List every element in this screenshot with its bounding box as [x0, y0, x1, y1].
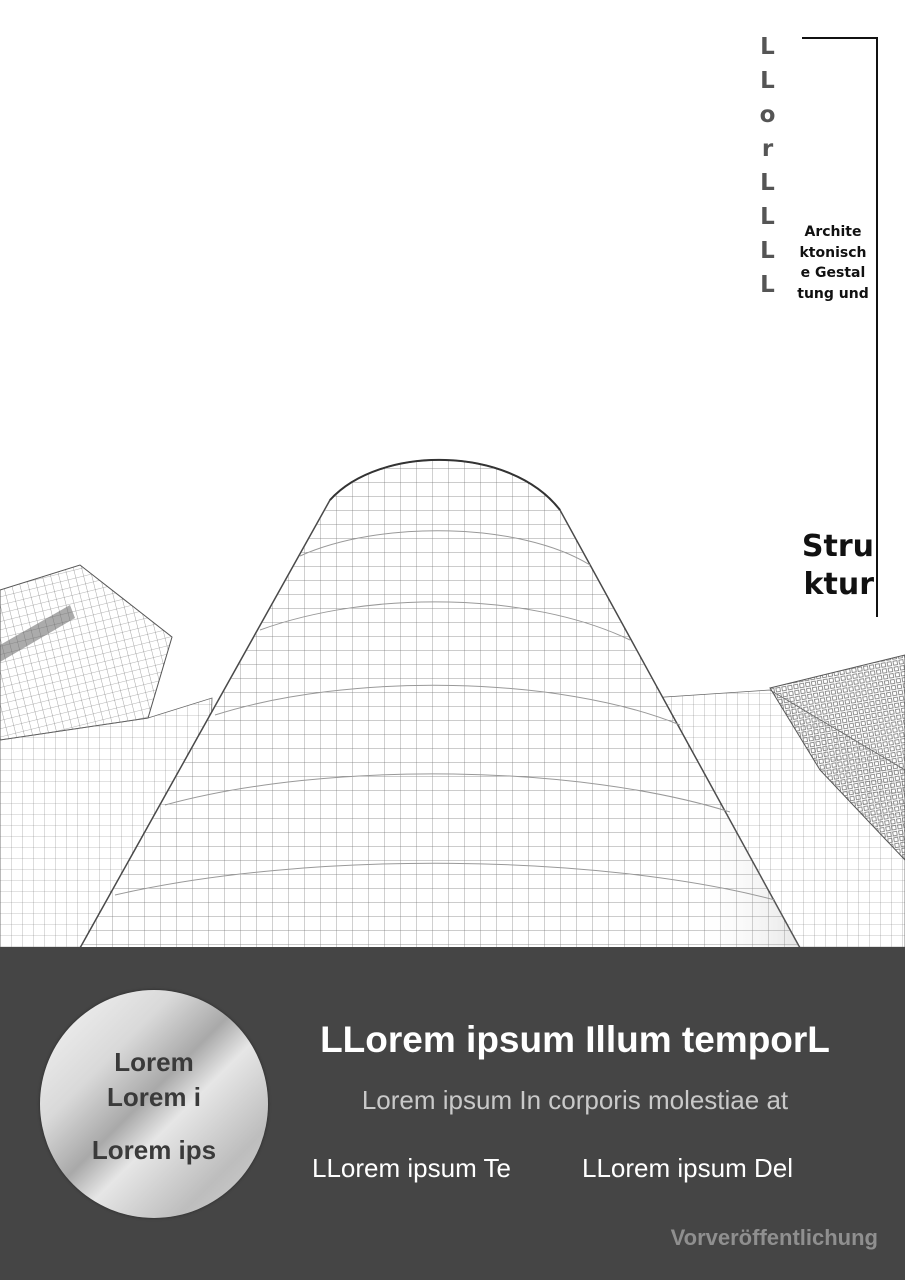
- side-caption-line: ktonisch: [799, 244, 867, 261]
- footer-headline: LLorem ipsum Illum temporL: [320, 1019, 830, 1060]
- vertical-letter: L: [760, 68, 776, 94]
- vertical-letter: L: [760, 34, 776, 60]
- footer-label-right: LLorem ipsum Del: [582, 1153, 793, 1183]
- side-title: [784, 528, 874, 604]
- badge-line: Lorem i: [107, 1082, 201, 1112]
- left-tower-shape: [0, 565, 172, 740]
- vertical-letter: L: [760, 204, 776, 230]
- skyscraper-wireframe-illustration: [0, 440, 905, 948]
- badge-line: Lorem: [114, 1047, 194, 1077]
- vertical-letter: L: [760, 170, 776, 196]
- footer-subline: Lorem ipsum In corporis molestiae at: [361, 1085, 789, 1115]
- footer-label-left: LLorem ipsum Te: [312, 1153, 511, 1183]
- frame-line-right: [876, 37, 878, 617]
- vertical-letter: L: [760, 272, 776, 298]
- side-caption-line: tung und: [797, 285, 869, 302]
- silver-badge: [40, 990, 268, 1218]
- badge-line: Lorem ips: [91, 1135, 217, 1165]
- side-title-line: Stru: [801, 529, 874, 564]
- pre-release-label: Vorveröffentlichung: [670, 1225, 878, 1250]
- side-caption-line: Archite: [804, 224, 862, 240]
- vertical-letter: o: [759, 102, 777, 128]
- side-title-line: ktur: [803, 567, 874, 602]
- footer-panel: [0, 947, 905, 1280]
- vertical-letter: L: [760, 238, 776, 264]
- vertical-letter-column: [756, 30, 780, 302]
- vertical-letter: r: [761, 136, 775, 162]
- side-caption: [790, 222, 876, 304]
- side-caption-line: e Gestal: [800, 265, 866, 281]
- frame-line-top: [802, 37, 878, 39]
